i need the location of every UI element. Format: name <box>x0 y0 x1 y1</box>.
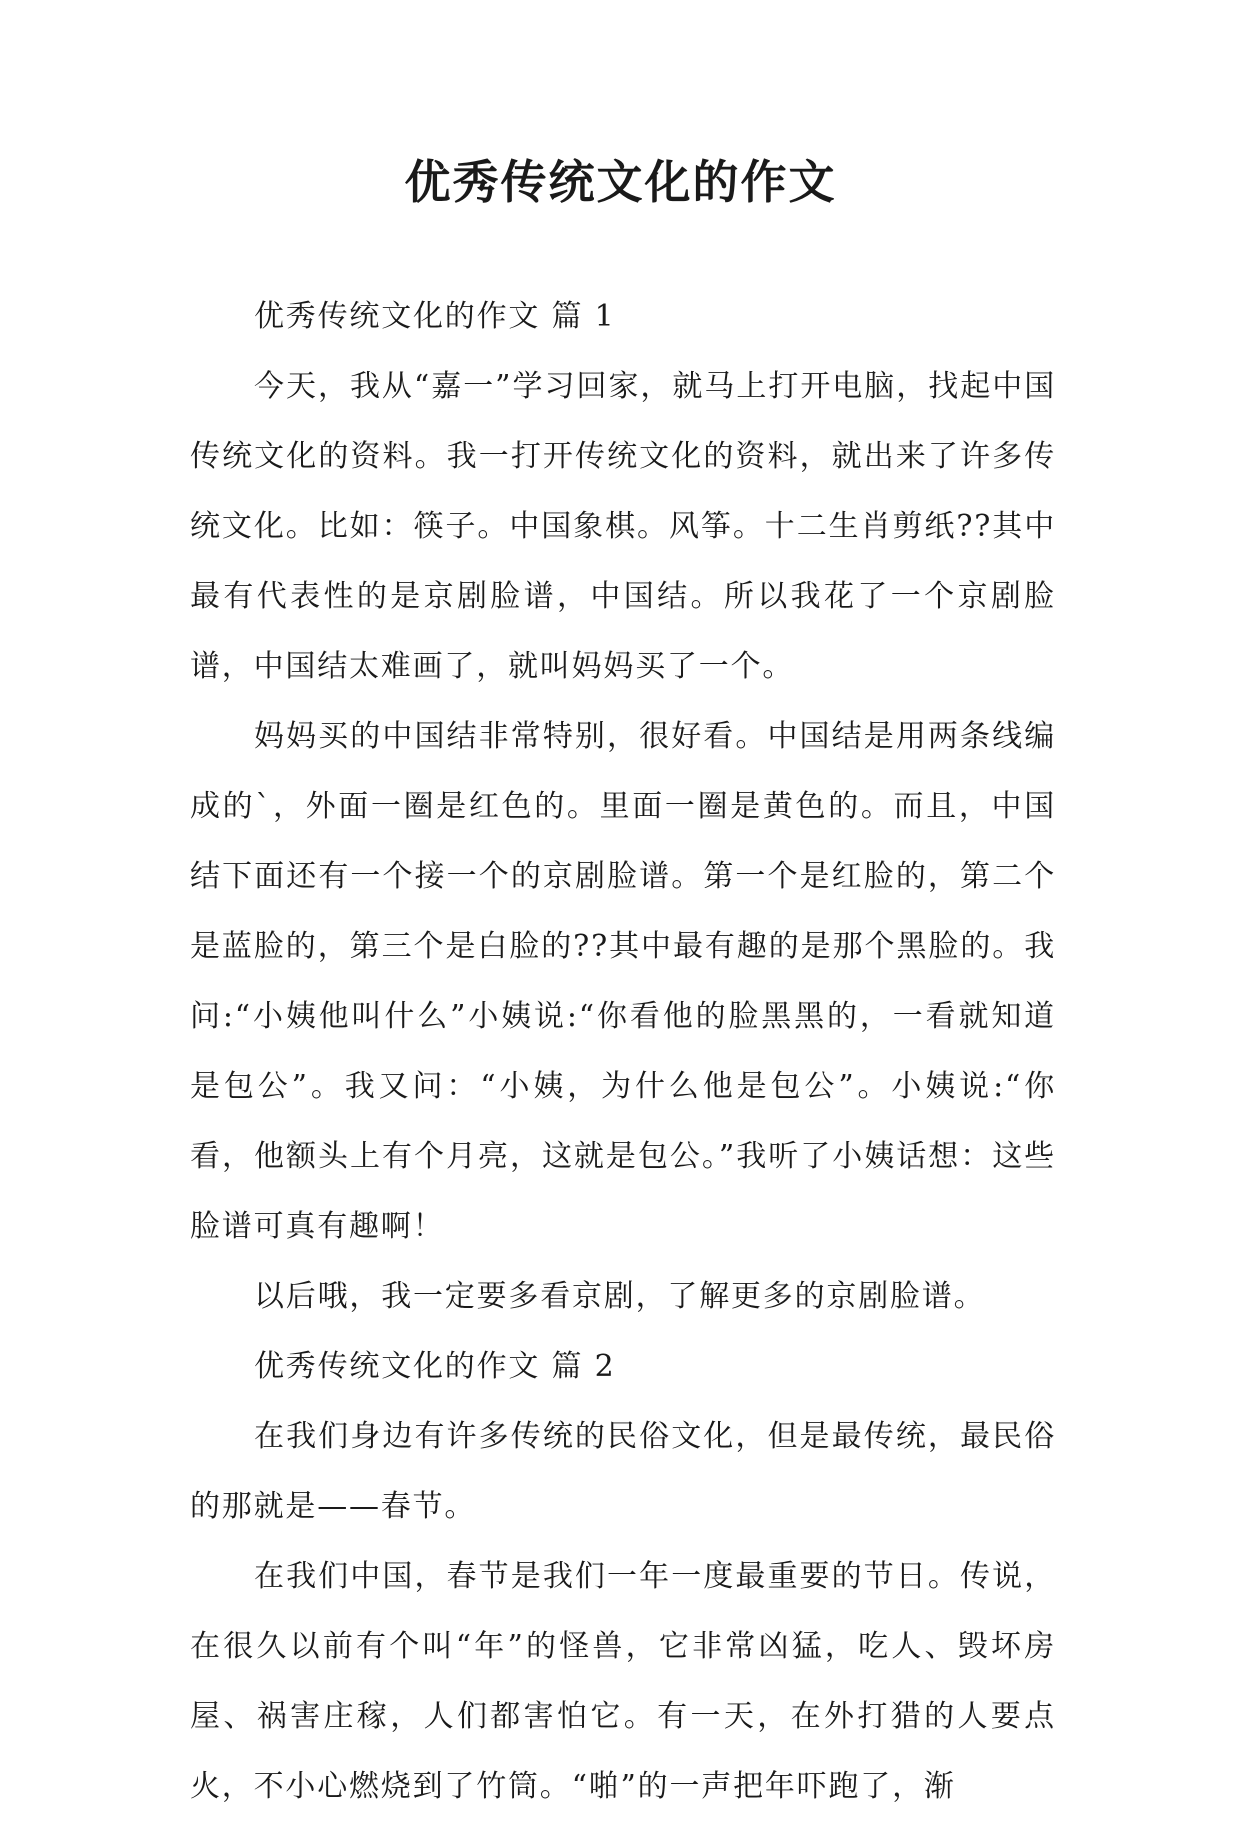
paragraph: 妈妈买的中国结非常特别，很好看。中国结是用两条线编成的`，外面一圈是红色的。里面一圈是黄色的。而且，中国结下面还有一个接一个的京剧脸谱。第一个是红脸的，第二个是蓝脸的，第三个是白脸的??其中最有趣的是那个黑脸的。我问:“小姨他叫什么”小姨说:“你看他的脸黑黑的，一看就知道是包公”。我又问：“小姨，为什么他是包公”。小姨说:“你看，他额头上有个月亮，这就是包公。”我听了小姨话想：这些脸谱可真有趣啊！ <box>190 719 1056 1244</box>
document-body <box>190 282 1056 1822</box>
paragraph: 在我们身边有许多传统的民俗文化，但是最传统，最民俗的那就是——春节。 <box>190 1419 1056 1524</box>
section-heading-1: 优秀传统文化的作文 篇 1 <box>254 299 616 334</box>
paragraph: 以后哦，我一定要多看京剧，了解更多的京剧脸谱。 <box>254 1279 986 1314</box>
paragraph: 今天，我从“嘉一”学习回家，就马上打开电脑，找起中国传统文化的资料。我一打开传统文化的资料，就出来了许多传统文化。比如：筷子。中国象棋。风筝。十二生肖剪纸??其中最有代表性的是京剧脸谱，中国结。所以我花了一个京剧脸谱，中国结太难画了，就叫妈妈买了一个。 <box>190 369 1056 684</box>
paragraph: 在我们中国，春节是我们一年一度最重要的节日。传说，在很久以前有个叫“年”的怪兽，它非常凶猛，吃人、毁坏房屋、祸害庄稼，人们都害怕它。有一天，在外打猎的人要点火，不小心燃烧到了竹筒。“啪”的一声把年吓跑了，渐 <box>190 1559 1056 1804</box>
section-heading-2: 优秀传统文化的作文 篇 2 <box>254 1349 616 1384</box>
document-title: 优秀传统文化的作文 <box>404 155 837 209</box>
